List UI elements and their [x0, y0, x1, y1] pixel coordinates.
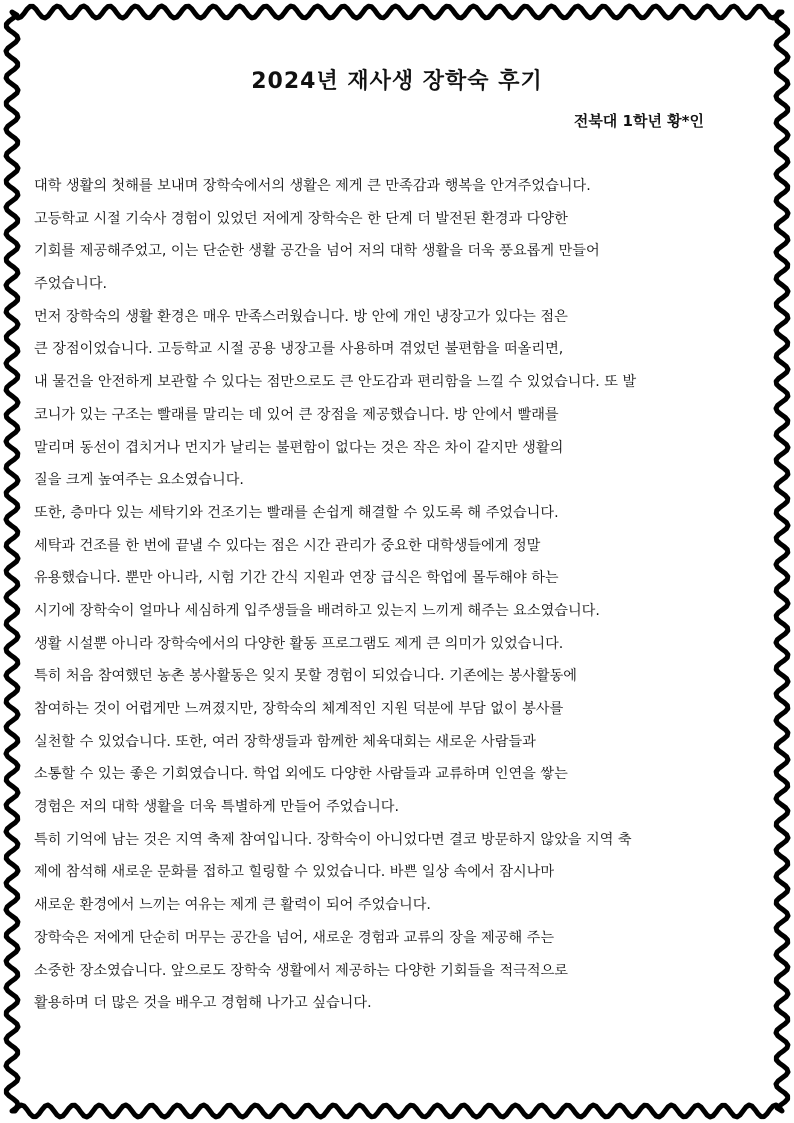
text-line: 유용했습니다. 뿐만 아니라, 시험 기간 간식 지원과 연장 급식은 학업에 몰두해야 하는 [34, 570, 559, 587]
text-line: 장학숙은 저에게 단순히 머무는 공간을 넘어, 새로운 경험과 교류의 장을 제공해 주는 [34, 929, 555, 946]
text-line: 소중한 장소였습니다. 앞으로도 장학숙 생활에서 제공하는 다양한 기회들을 적극적으로 [34, 962, 568, 979]
text-line: 경험은 저의 대학 생활을 더욱 특별하게 만들어 주었습니다. [34, 799, 400, 816]
text-line: 활용하며 더 많은 것을 배우고 경험해 나가고 싶습니다. [34, 995, 372, 1012]
page-title: 2024년 재사생 장학숙 후기 [251, 69, 543, 94]
text-line: 고등학교 시절 기숙사 경험이 있었던 저에게 장학숙은 한 단계 더 발전된 환경과 다양한 [34, 210, 568, 227]
text-line: 특히 처음 참여했던 농촌 봉사활동은 잊지 못할 경험이 되었습니다. 기존에는 봉사활동에 [34, 668, 577, 685]
review-body [34, 170, 774, 1020]
text-line: 생활 시설뿐 아니라 장학숙에서의 다양한 활동 프로그램도 제게 큰 의미가 있었습니다. [34, 635, 564, 652]
text-line: 새로운 환경에서 느끼는 여유는 제게 큰 활력이 되어 주었습니다. [34, 897, 431, 914]
text-line: 세탁과 건조를 한 번에 끝낼 수 있다는 점은 시간 관리가 중요한 대학생들에게 정말 [34, 537, 541, 554]
text-line: 질을 크게 높여주는 요소였습니다. [34, 472, 244, 489]
text-line: 내 물건을 안전하게 보관할 수 있다는 점만으로도 큰 안도감과 편리함을 느낄 수 있었습니다. 또 발 [34, 374, 637, 391]
text-line: 말리며 동선이 겹치거나 먼지가 날리는 불편함이 없다는 것은 작은 차이 같지만 생활의 [34, 439, 564, 456]
text-line: 특히 기억에 남는 것은 지역 축제 참여입니다. 장학숙이 아니었다면 결코 방문하지 않았을 지역 축 [34, 831, 632, 848]
text-line: 시기에 장학숙이 얼마나 세심하게 입주생들을 배려하고 있는지 느끼게 해주는 요소였습니다. [34, 602, 600, 619]
text-line: 참여하는 것이 어렵게만 느껴졌지만, 장학숙의 체계적인 지원 덕분에 부담 없이 봉사를 [34, 701, 564, 717]
text-line: 소통할 수 있는 좋은 기회였습니다. 학업 외에도 다양한 사람들과 교류하며 인연을 쌓는 [34, 766, 568, 783]
text-line: 먼저 장학숙의 생활 환경은 매우 만족스러웠습니다. 방 안에 개인 냉장고가 있다는 점은 [34, 308, 568, 325]
text-line: 실천할 수 있었습니다. 또한, 여러 장학생들과 함께한 체육대회는 새로운 사람들과 [34, 733, 536, 750]
text-line: 큰 장점이었습니다. 고등학교 시절 공용 냉장고를 사용하며 겪었던 불편함을 떠올리면, [34, 341, 564, 358]
text-line: 주었습니다. [34, 276, 108, 293]
text-line: 코니가 있는 구조는 빨래를 말리는 데 있어 큰 장점을 제공했습니다. 방 안에서 빨래를 [34, 406, 559, 423]
text-line: 대학 생활의 첫해를 보내며 장학숙에서의 생활은 제게 큰 만족감과 행복을 안겨주었습니다. [34, 178, 591, 194]
text-line: 기회를 제공해주었고, 이는 단순한 생활 공간을 넘어 저의 대학 생활을 더욱 풍요롭게 만들어 [34, 243, 600, 260]
text-line: 또한, 층마다 있는 세탁기와 건조기는 빨래를 손쉽게 해결할 수 있도록 해 주었습니다. [34, 504, 559, 521]
author-line: 전북대 1학년 황*인 [573, 112, 704, 130]
text-line: 제에 참석해 새로운 문화를 접하고 힐링할 수 있었습니다. 바쁜 일상 속에서 잠시나마 [34, 864, 555, 881]
